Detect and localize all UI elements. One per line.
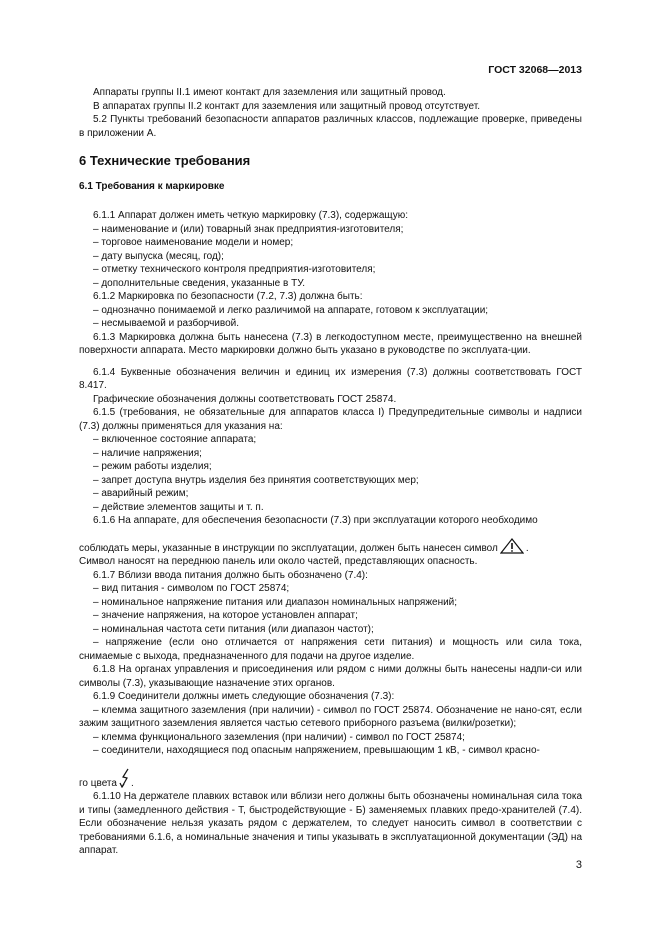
list-item: – наличие напряжения; (93, 447, 202, 459)
clause-6-1-10: 6.1.10 На держателе плавких вставок или вблизи него должны быть обозначены номинальная сила тока и типы (замедленного действия - Т, быстродействующие - Б) заменяемых плавких предо-хранителей (7.4). Если обозначение нельзя указать рядом с держателем, то следует наносить символ в соответствии с требованиями 6.1.6, а номинальные значения и типы указывать в эксплуатационной документации (ЭД) на аппарат. (79, 791, 582, 856)
list-item: – однозначно понимаемой и легко различимой на аппарате, готовом к эксплуатации; (93, 304, 489, 316)
list-item: – напряжение (если оно отличается от напряжения сети питания) и мощность или сила тока, снимаемые с выхода, предназначенного для подачи на другое изделие. (79, 637, 582, 662)
list-item: – клемма защитного заземления (при наличии) - символ по ГОСТ 25874. Обозначение не нано-сят, если зажим защитного заземления является частью сетевого приборного разъема (вилки/розетки); (79, 704, 582, 729)
list-item: – значение напряжения, на которое установлен аппарат; (93, 610, 358, 621)
list-item: – несмываемой и разборчивой. (93, 318, 240, 329)
section-heading: 6 Технические требования (79, 153, 251, 168)
clause-6-1-7: 6.1.7 Вблизи ввода питания должно быть обозначено (7.4): (93, 569, 368, 581)
list-item: – дополнительные сведения, указанные в ТУ. (93, 277, 306, 289)
paragraph-with-symbol (79, 768, 582, 791)
clause-6-1-4: 6.1.4 Буквенные обозначения величин и единиц их измерения (7.3) должны соответствовать ГОСТ 8.417. (79, 366, 582, 391)
clause-6-1-6: 6.1.6 На аппарате, для обеспечения безопасности (7.3) при эксплуатации которого необходимо (93, 515, 538, 526)
text-run: соблюдать меры, указанные в инструкции по эксплуатации, должен быть нанесен символ (79, 542, 498, 554)
text-run: . (525, 542, 529, 554)
subsection-heading: 6.1 Требования к маркировке (79, 180, 225, 192)
paragraph: 5.2 Пункты требований безопасности аппаратов различных классов, подлежащие проверке, приведены в приложении А. (79, 114, 582, 139)
clause-6-1-8: 6.1.8 На органах управления и присоединения или рядом с ними должны быть нанесены надпи-си или символы (7.3), указывающие назначение этих органов. (79, 664, 582, 689)
high-voltage-bolt-icon (119, 768, 131, 788)
document-body (79, 86, 582, 858)
list-item: – режим работы изделия; (93, 461, 212, 472)
list-item: – клемма функционального заземления (при наличии) - символ по ГОСТ 25874; (93, 731, 465, 743)
list-item: – наименование и (или) товарный знак предприятия-изготовителя; (93, 223, 404, 235)
text-run: го цвета (79, 777, 117, 789)
list-item: – торговое наименование модели и номер; (93, 237, 294, 248)
list-item: – вид питания - символом по ГОСТ 25874; (93, 583, 290, 594)
clause-6-1-2: 6.1.2 Маркировка по безопасности (7.2, 7.3) должна быть: (93, 291, 363, 302)
paragraph: В аппаратах группы II.2 контакт для заземления или защитный провод отсутствует. (93, 100, 481, 112)
list-item: – отметку технического контроля предприятия-изготовителя; (93, 264, 376, 275)
paragraph: Графические обозначения должны соответствовать ГОСТ 25874. (93, 393, 397, 405)
list-item: – действие элементов защиты и т. п. (93, 501, 264, 513)
document-code: ГОСТ 32068—2013 (488, 64, 582, 76)
paragraph-with-symbol (79, 538, 582, 556)
list-item: – номинальная частота сети питания (или диапазон частот); (93, 623, 374, 635)
list-item: – номинальное напряжение питания или диапазон номинальных напряжений; (93, 596, 458, 608)
list-item: – запрет доступа внутрь изделия без принятия соответствующих мер; (93, 474, 419, 486)
clause-6-1-9: 6.1.9 Соединители должны иметь следующие обозначения (7.3): (93, 691, 395, 702)
clause-6-1-3: 6.1.3 Маркировка должна быть нанесена (7.3) в легкодоступном месте, преимущественно на внешней поверхности аппарата. Место маркировки должно быть указано в руководстве по эксплуата-ции. (79, 331, 582, 356)
page-number: 3 (575, 859, 582, 871)
list-item: – дату выпуска (месяц, год); (93, 250, 224, 262)
paragraph: Аппараты группы II.1 имеют контакт для заземления или защитный провод. (93, 87, 446, 98)
text-run: . (130, 777, 134, 789)
list-item: – включенное состояние аппарата; (93, 434, 257, 445)
list-item: – аварийный режим; (93, 488, 189, 499)
warning-triangle-icon (500, 538, 524, 554)
list-item: – соединители, находящиеся под опасным напряжением, превышающим 1 кВ, - символ красно- (93, 745, 540, 756)
paragraph: Символ наносят на переднюю панель или около частей, представляющих опасность. (79, 556, 478, 567)
clause-6-1-5: 6.1.5 (требования, не обязательные для аппаратов класса I) Предупредительные символы и надписи (7.3) должны применяться для указания на: (79, 407, 582, 432)
clause-6-1-1: 6.1.1 Аппарат должен иметь четкую маркировку (7.3), содержащую: (93, 210, 409, 221)
